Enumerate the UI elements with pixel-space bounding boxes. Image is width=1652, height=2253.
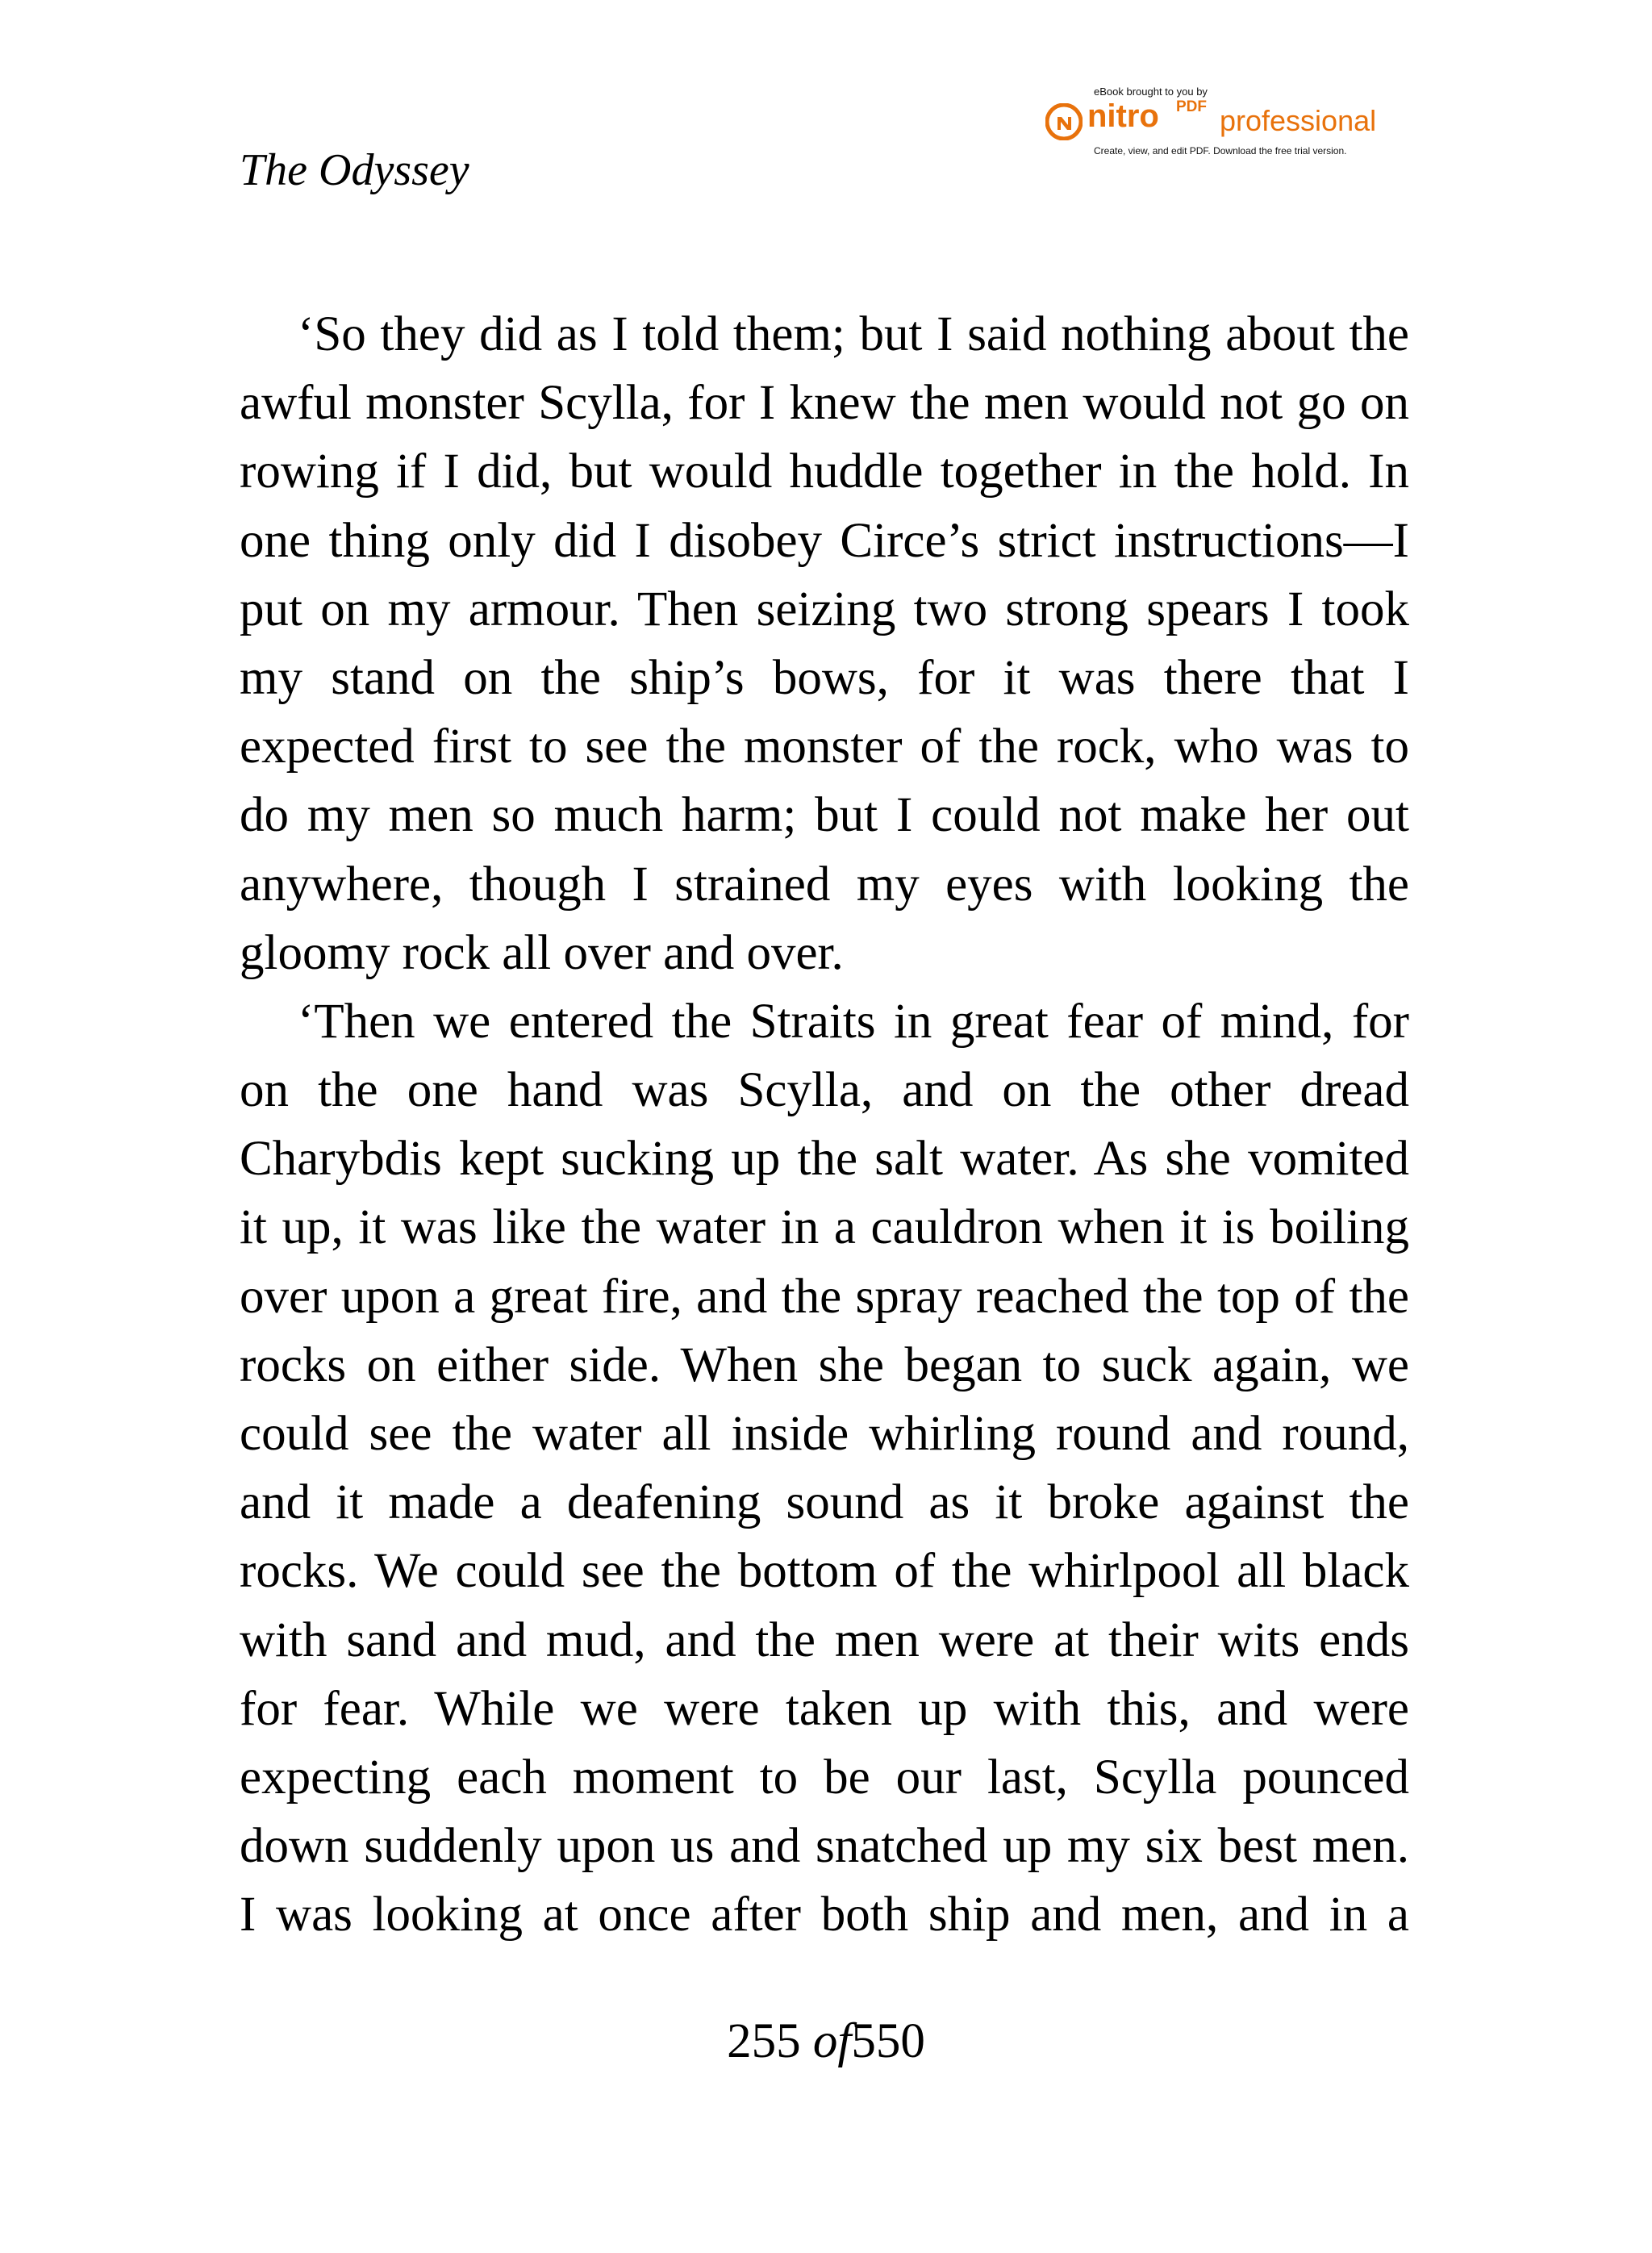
body-text [240,300,1409,1950]
text-line: Charybdis kept sucking up the salt water. As she vomited [240,1132,1409,1187]
text-line: it up, it was like the water in a cauldron when it is boiling [240,1200,1409,1255]
nitro-logo-icon [1045,103,1083,140]
text-line: put on my armour. Then seizing two strong spears I took [240,582,1409,636]
text-line: rocks. We could see the bottom of the whirlpool all black [240,1544,1409,1599]
text-line: one thing only did I disobey Circe’s strict instructions—I [240,513,1409,568]
page-of-word: of [812,2014,852,2068]
paragraph-2 [240,987,1409,1950]
text-line: anywhere, though I strained my eyes with looking the [240,857,1409,912]
page-number [0,2014,1652,2068]
text-line: could see the water all inside whirling round and round, [240,1407,1409,1461]
banner-product: professional [1220,104,1377,137]
text-line: my stand on the ship’s bows, for it was there that I [240,650,1409,705]
text-line: awful monster Scylla, for I knew the men would not go on [240,376,1409,431]
text-line: expecting each moment to be our last, Scylla pounced [240,1750,1409,1804]
text-line: do my men so much harm; but I could not make her out [240,788,1409,843]
current-page: 255 [727,2014,801,2068]
text-line: rowing if I did, but would huddle together in the hold. In [240,444,1409,499]
text-line: for fear. While we were taken up with this, and were [240,1681,1409,1736]
banner-brand-sup: PDF [1176,98,1207,115]
nitro-pdf-banner[interactable] [1045,81,1416,169]
banner-top-text: eBook brought to you by [1094,86,1208,98]
text-line: gloomy rock all over and over. [240,925,844,980]
text-line: with sand and mud, and the men were at their wits ends [240,1613,1409,1667]
banner-tagline: Create, view, and edit PDF. Download the free trial version. [1094,145,1347,156]
total-pages: 550 [851,2014,925,2068]
running-title: The Odyssey [240,145,469,195]
text-line: ‘Then we entered the Straits in great fear of mind, for [298,994,1409,1049]
text-line: expected first to see the monster of the rock, who was to [240,720,1409,774]
text-line: down suddenly upon us and snatched up my six best men. [240,1819,1409,1874]
paragraph-1 [240,300,1409,987]
banner-brand: nitro [1087,98,1159,134]
text-line: over upon a great fire, and the spray reached the top of the [240,1269,1409,1324]
text-line: and it made a deafening sound as it broke against the [240,1475,1409,1530]
text-line: on the one hand was Scylla, and on the other dread [240,1063,1409,1118]
text-line: rocks on either side. When she began to suck again, we [240,1337,1409,1392]
text-line: I was looking at once after both ship and men, and in a [240,1888,1409,1942]
text-line: ‘So they did as I told them; but I said nothing about the [298,307,1409,361]
